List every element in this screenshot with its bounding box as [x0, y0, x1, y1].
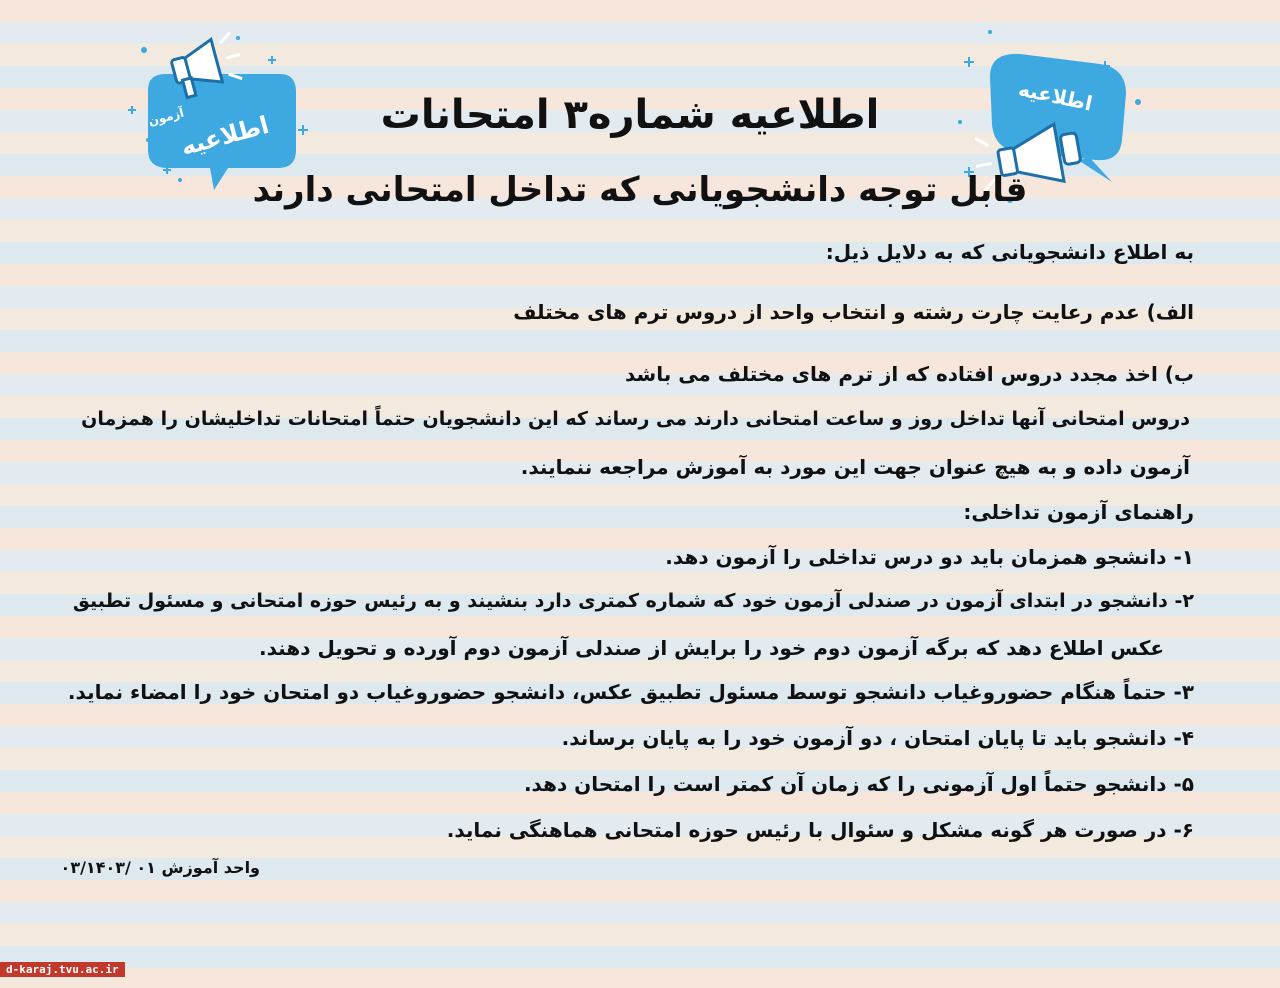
intro-text: به اطلاع دانشجویانی که به دلایل ذیل: [825, 240, 1194, 264]
guide-item-3: ۳- حتماً هنگام حضوروغیاب دانشجو توسط مسئول تطبیق عکس، دانشجو حضوروغیاب دو امتحان خود را امضاء نماید. [67, 680, 1194, 704]
signature-date: واحد آموزش ۰۱ /۰۳/۱۴۰۳ [60, 858, 260, 877]
guide-item-6: ۶- در صورت هر گونه مشکل و سئوال با رئیس حوزه امتحانی هماهنگی نماید. [446, 818, 1194, 842]
left-badge-small-text: آزمون [146, 105, 186, 129]
guide-item-1: ۱- دانشجو همزمان باید دو درس تداخلی را آزمون دهد. [665, 545, 1194, 569]
paragraph-line-1: دروس امتحانی آنها تداخل روز و ساعت امتحانی دارند می رساند که این دانشجویان حتماً امتحانات تداخلیشان را همزمان [81, 408, 1190, 430]
guide-title: راهنمای آزمون تداخلی: [963, 500, 1194, 524]
right-badge-text: اطلاعیه [1016, 76, 1095, 116]
guide-item-5: ۵- دانشجو حتماً اول آزمونی را که زمان آن کمتر است را امتحان دهد. [523, 772, 1194, 796]
guide-item-4: ۴- دانشجو باید تا پایان امتحان ، دو آزمون خود را به پایان برساند. [561, 726, 1194, 750]
paragraph-line-2: آزمون داده و به هیچ عنوان جهت این مورد به آموزش مراجعه ننمایند. [520, 455, 1190, 479]
site-url-watermark: d-karaj.tvu.ac.ir [0, 962, 125, 977]
reason-a: الف) عدم رعایت چارت رشته و انتخاب واحد از دروس ترم های مختلف [513, 300, 1194, 324]
guide-item-2-line-2: عکس اطلاع دهد که برگه آزمون دوم خود را برایش از صندلی آزمون دوم آورده و تحویل دهند. [259, 636, 1164, 660]
announcement-subtitle: قابل توجه دانشجویانی که تداخل امتحانی دارند [252, 170, 1028, 210]
announcement-title: اطلاعیه شماره۳ امتحانات [380, 92, 880, 138]
guide-item-2-line-1: ۲- دانشجو در ابتدای آزمون در صندلی آزمون خود که شماره کمتری دارد بنشیند و به رئیس حوزه امتحانی و مسئول تطبیق [72, 590, 1194, 612]
reason-b: ب) اخذ مجدد دروس افتاده که از ترم های مختلف می باشد [624, 362, 1194, 386]
left-badge-main-text: اطلاعیه [177, 110, 272, 162]
